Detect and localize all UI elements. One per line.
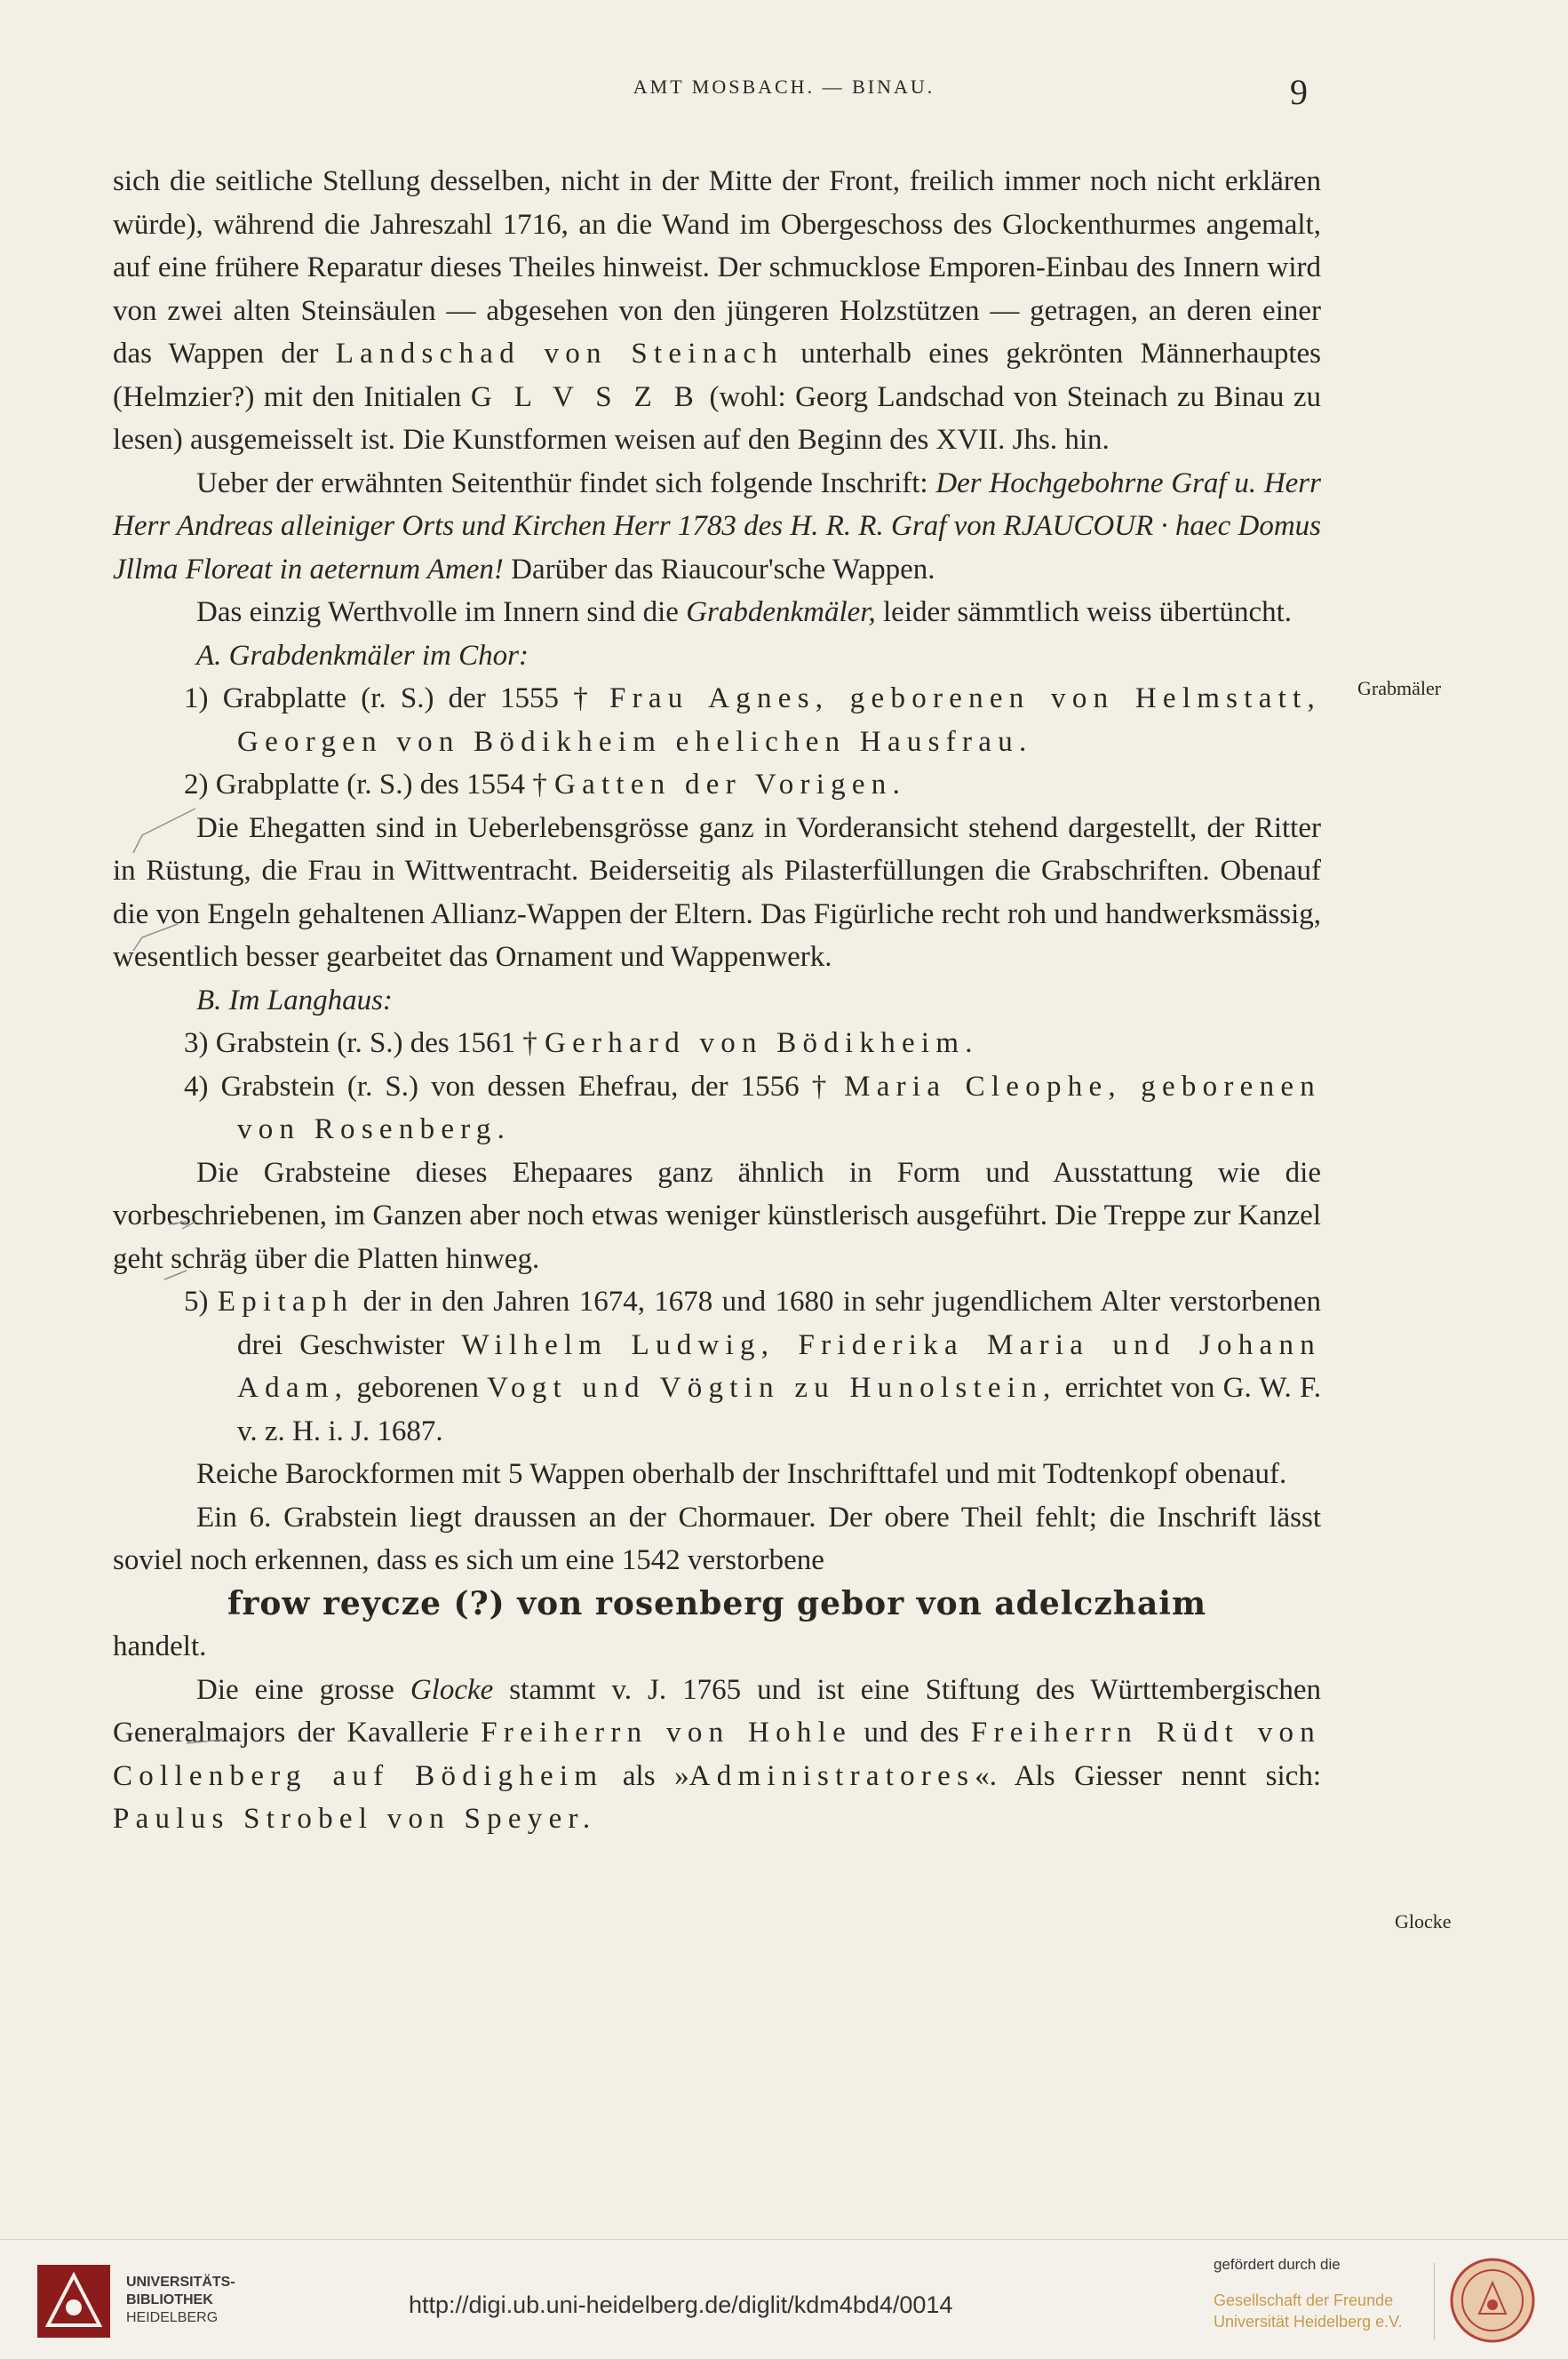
paragraph — [113, 160, 1321, 462]
text: Darüber das Riaucour'sche Wappen. — [503, 553, 935, 586]
permalink-url[interactable]: http://digi.ub.uni-heidelberg.de/diglit/kdm4bd4/0014 — [409, 2291, 953, 2318]
initials: G L V S Z B — [470, 380, 700, 413]
library-line: BIBLIOTHEK — [126, 2292, 213, 2307]
text: der in den Jahren 1674, 1678 und 1680 in sehr jugendlichem Alter verstorbenen drei Geschwister — [237, 1286, 1321, 1361]
text: stammt v. J. 1765 und ist eine Stiftung des Württembergischen Generalmajors der Kavallerie — [113, 1673, 1321, 1749]
spaced-name: Frau Agnes, geborenen von Helmstatt, Georgen von Bödikheim ehelichen Hausfrau. — [237, 682, 1321, 758]
text: Das einzig Werthvolle im Innern sind die — [196, 596, 687, 628]
paragraph: Die Ehegatten sind in Ueberlebensgrösse ganz in Vorderansicht stehend dargestellt, der Ritter in Rüstung, die Frau in Wittwentracht. Beiderseitig als Pilasterfüllungen die Grabschriften. Obenauf die von Engeln gehaltenen Allianz-Wappen der Eltern. Das Figürliche recht roh und handwerksmässig, wesentlich besser gearbeitet das Ornament und Wappenwerk. — [113, 811, 1321, 973]
sponsor-name — [1214, 2290, 1402, 2332]
text: 2) Grabplatte (r. S.) des 1554 † — [184, 769, 554, 801]
section-heading-b: B. Im Langhaus: — [196, 984, 393, 1016]
text: errichtet von G. W. F. v. z. H. i. J. 1687. — [237, 1372, 1321, 1447]
body-text — [113, 160, 1321, 1841]
running-title: AMT MOSBACH. — BINAU. — [633, 76, 935, 98]
section-heading-a: A. Grabdenkmäler im Chor: — [196, 639, 529, 672]
university-seal-icon — [1448, 2256, 1537, 2345]
margin-note-glocke: Glocke — [1395, 1910, 1452, 1933]
spaced-name: Freiherrn Rüdt von Collenberg auf Bödigheim — [113, 1717, 1321, 1792]
pencil-check — [164, 1271, 187, 1279]
library-logo-icon — [36, 2263, 112, 2339]
pencil-check — [182, 1222, 195, 1229]
text: «. Als Giesser nennt sich: — [975, 1759, 1321, 1792]
spaced-name: Maria Cleophe, geborenen von Rosenberg. — [237, 1070, 1322, 1145]
list-item — [113, 1065, 1321, 1152]
pencil-check — [169, 1222, 187, 1224]
divider — [1434, 2263, 1435, 2339]
sponsor-label: gefördert durch die — [1214, 2256, 1341, 2273]
spaced-name: Paulus Strobel von Speyer. — [113, 1803, 597, 1835]
text: sich die seitliche Stellung desselben, nicht in der Mitte der Front, freilich immer noch nicht erklären würde), während die Jahreszahl 1716, an die Wand im Obergeschoss des Glockenthurmes angemalt, auf eine frühere Reparatur dieses Theiles hinweist. Der schmucklose Emporen-Einbau des Innern wird von zwei alten Steinsäulen — abgesehen von den jüngeren Holzstützen — getragen, an deren einer das Wappen der — [113, 165, 1321, 370]
list-item — [113, 1022, 1321, 1065]
spaced-name: Freiherrn von Hohle — [481, 1717, 853, 1749]
paragraph — [113, 1669, 1321, 1841]
text: 4) Grabstein (r. S.) von dessen Ehefrau, der 1556 † — [184, 1070, 845, 1103]
inscription: Der Hochgebohrne Graf u. Herr Herr Andreas alleiniger Orts und Kirchen Herr 1783 des H. R. R. Graf von RJAUCOUR · haec Domus Jllma Floreat in aeternum Amen! — [113, 466, 1321, 586]
text: (wohl: Georg Landschad von Steinach zu Binau zu lesen) ausgemeisselt ist. Die Kunstformen weisen auf den Beginn des XVII. Jhs. hin. — [113, 380, 1321, 456]
margin-note-grabmaeler: Grabmäler — [1357, 677, 1442, 699]
library-line: UNIVERSITÄTS- — [126, 2275, 235, 2290]
fraktur-inscription: frow reycze (?) von rosenberg gebor von adelczhaim — [227, 1584, 1207, 1622]
list-item — [113, 763, 1321, 807]
sponsor-line: Gesellschaft der Freunde — [1214, 2291, 1394, 2309]
term: Glocke — [410, 1673, 494, 1706]
library-name — [126, 2274, 235, 2327]
paragraph — [113, 591, 1321, 634]
text: 1) Grabplatte (r. S.) der 1555 † — [184, 682, 609, 714]
spaced-name: Administratores — [688, 1759, 975, 1792]
paragraph: Reiche Barockformen mit 5 Wappen oberhalb der Inschrifttafel und mit Todtenkopf obenauf. — [196, 1458, 1287, 1490]
list-item — [113, 677, 1321, 763]
library-line: HEIDELBERG — [126, 2310, 219, 2325]
digitization-footer — [0, 2239, 1568, 2359]
text: 3) Grabstein (r. S.) des 1561 † — [184, 1027, 545, 1059]
spaced-name: Landschad von Steinach — [335, 338, 784, 370]
text: Ueber der erwähnten Seitenthür findet sich folgende Inschrift: — [196, 466, 936, 499]
text: unterhalb eines gekrönten Männerhauptes (Helmzier?) mit den Initialen — [113, 338, 1322, 413]
spaced-name: Vogt und Vögtin zu Hunolstein, — [487, 1372, 1057, 1404]
sponsor-line: Universität Heidelberg e.V. — [1214, 2313, 1403, 2331]
page-number: 9 — [1290, 72, 1308, 112]
text: 5) — [184, 1286, 218, 1318]
spaced-name: Epitaph — [217, 1286, 354, 1318]
text: Die eine grosse — [196, 1673, 410, 1706]
text: geborenen — [348, 1372, 488, 1404]
paragraph — [113, 462, 1321, 592]
pencil-check — [187, 1740, 222, 1743]
paragraph: Ein 6. Grabstein liegt draussen an der Chormauer. Der obere Theil fehlt; die Inschrift lässt soviel noch erkennen, dass es sich um eine 1542 verstorbene — [113, 1501, 1321, 1576]
list-item — [113, 1280, 1321, 1453]
pencil-check — [133, 809, 195, 853]
pencil-check — [133, 924, 178, 951]
text: als » — [603, 1759, 689, 1792]
pencil-marks — [115, 800, 222, 1777]
text: und des — [852, 1717, 971, 1749]
spaced-name: Gerhard von Bödikheim. — [545, 1027, 979, 1059]
text: leider sämmtlich weiss übertüncht. — [875, 596, 1293, 628]
spaced-name: Gatten der Vorigen. — [554, 769, 907, 801]
paragraph: handelt. — [113, 1630, 207, 1662]
spaced-name: Wilhelm Ludwig, Friderika Maria und Johann Adam, — [237, 1328, 1321, 1404]
term: Grabdenkmäler, — [686, 596, 876, 628]
paragraph: Die Grabsteine dieses Ehepaares ganz ähnlich in Form und Ausstattung wie die vorbeschriebenen, im Ganzen aber noch etwas weniger künstlerisch ausgeführt. Die Treppe zur Kanzel geht schräg über die Platten hinweg. — [113, 1156, 1321, 1275]
